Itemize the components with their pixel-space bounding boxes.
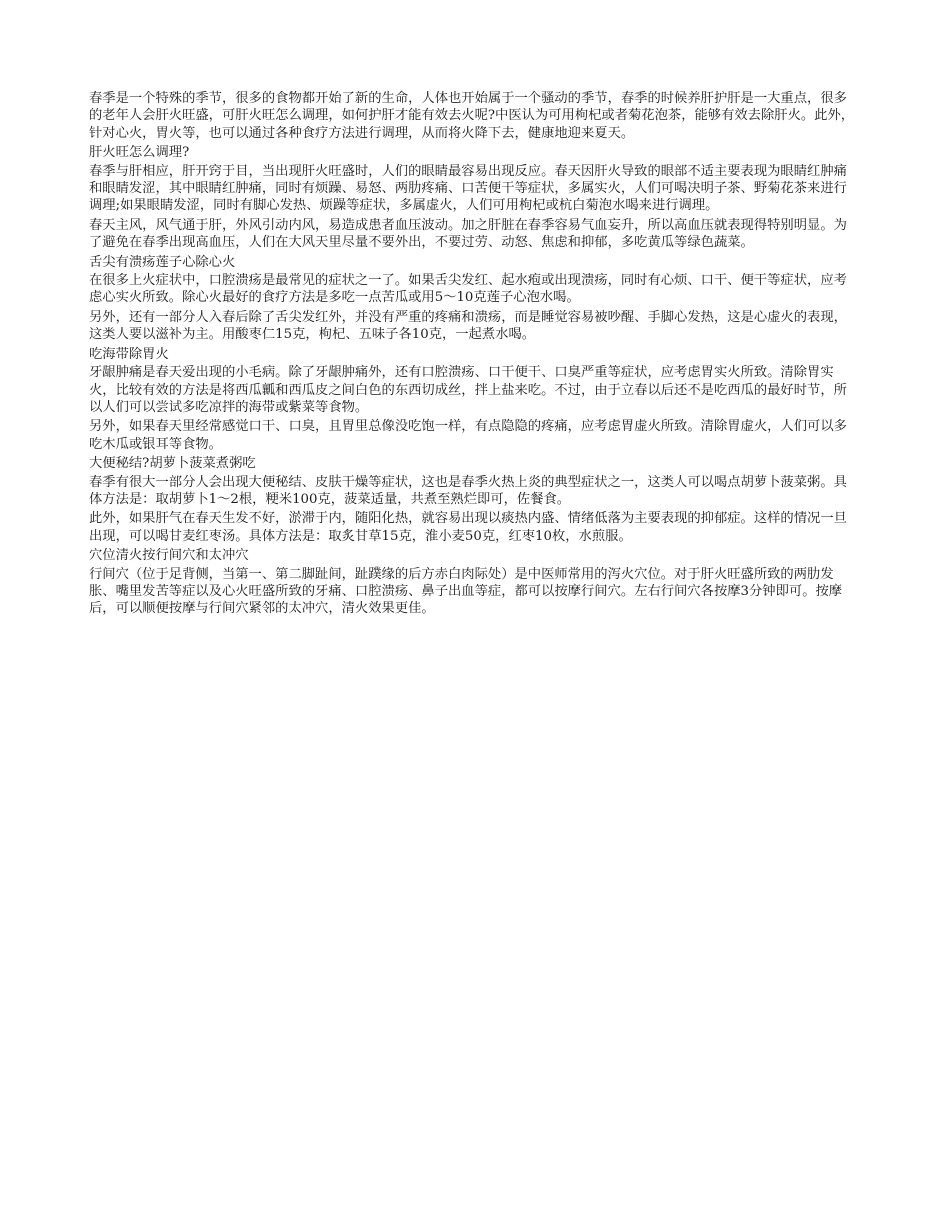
section-paragraph: 春季有很大一部分人会出现大便秘结、皮肤干燥等症状，这也是春季火热上炎的典型症状之一，这类人可以喝点胡萝卜菠菜粥。具体方法是：取胡萝卜1～2根，粳米100克，菠菜适量，共煮至熟烂即可，佐餐食。 (89, 474, 847, 507)
section-paragraph: 另外，还有一部分人入春后除了舌尖发红外，并没有严重的疼痛和溃疡，而是睡觉容易被吵醒、手脚心发热，这是心虚火的表现，这类人要以滋补为主。用酸枣仁15克，枸杞、五味子各10克，一起煮水喝。 (89, 309, 847, 343)
section-heading-stomach-fire: 吃海带除胃火 (89, 346, 169, 362)
section-paragraph: 春季与肝相应，肝开窍于目，当出现肝火旺盛时，人们的眼睛最容易出现反应。春天因肝火导致的眼部不适主要表现为眼睛红肿痛和眼睛发涩，其中眼睛红肿痛，同时有烦躁、易怒、两肋疼痛、口苦便干等症状，多属实火，人们可喝决明子茶、野菊花茶来进行调理;如果眼睛发涩，同时有脚心发热、烦躁等症状，多属虚火，人们可用枸杞或杭白菊泡水喝来进行调理。 (89, 163, 847, 214)
section-paragraph: 在很多上火症状中，口腔溃疡是最常见的症状之一了。如果舌尖发红、起水疱或出现溃疡，同时有心烦、口干、便干等症状，应考虑心实火所致。除心火最好的食疗方法是多吃一点苦瓜或用5～10克莲子心泡水喝。 (89, 273, 847, 306)
article (89, 90, 859, 620)
section-paragraph: 春天主风，风气通于肝，外风引动内风，易造成患者血压波动。加之肝脏在春季容易气血妄升，所以高血压就表现得特别明显。为了避免在春季出现高血压，人们在大风天里尽量不要外出，不要过劳、动怒、焦虑和抑郁，多吃黄瓜等绿色蔬菜。 (89, 217, 847, 251)
section-paragraph: 牙龈肿痛是春天爱出现的小毛病。除了牙龈肿痛外，还有口腔溃疡、口干便干、口臭严重等症状，应考虑胃实火所致。清除胃实火，比较有效的方法是将西瓜瓤和西瓜皮之间白色的东西切成丝，拌上盐来吃。不过，由于立春以后还不是吃西瓜的最好时节，所以人们可以尝试多吃凉拌的海带或紫菜等食物。 (89, 365, 847, 415)
section-paragraph: 另外，如果春天里经常感觉口干、口臭，且胃里总像没吃饱一样，有点隐隐的疼痛，应考虑胃虚火所致。清除胃虚火，人们可以多吃木瓜或银耳等食物。 (89, 419, 847, 452)
section-paragraph: 行间穴（位于足背侧，当第一、第二脚趾间，趾蹼缘的后方赤白肉际处）是中医师常用的泻火穴位。对于肝火旺盛所致的两肋发胀、嘴里发苦等症以及心火旺盛所致的牙痛、口腔溃疡、鼻子出血等症，都可以按摩行间穴。左右行间穴各按摩3分钟即可。按摩后，可以顺便按摩与行间穴紧邻的太冲穴，清火效果更佳。 (89, 566, 843, 617)
section-heading-acupoints: 穴位清火按行间穴和太冲穴 (89, 548, 249, 564)
section-paragraph: 此外，如果肝气在春天生发不好，淤滞于内，随阳化热，就容易出现以痰热内盛、情绪低落为主要表现的抑郁症。这样的情况一旦出现，可以喝甘麦红枣汤。具体方法是：取炙甘草15克，淮小麦50克，红枣10枚，水煎服。 (89, 511, 847, 544)
section-heading-heart-fire: 舌尖有溃疡莲子心除心火 (89, 254, 236, 270)
intro-paragraph: 春季是一个特殊的季节，很多的食物都开始了新的生命，人体也开始属于一个骚动的季节，春季的时候养肝护肝是一大重点，很多的老年人会肝火旺盛，可肝火旺怎么调理，如何护肝才能有效去火呢?中医认为可用枸杞或者菊花泡茶，能够有效去除肝火。此外，针对心火，胃火等，也可以通过各种食疗方法进行调理，从而将火降下去，健康地迎来夏天。 (89, 91, 855, 141)
section-heading-constipation: 大便秘结?胡萝卜菠菜煮粥吃 (89, 456, 256, 472)
section-heading-liver-fire: 肝火旺怎么调理? (89, 145, 190, 161)
